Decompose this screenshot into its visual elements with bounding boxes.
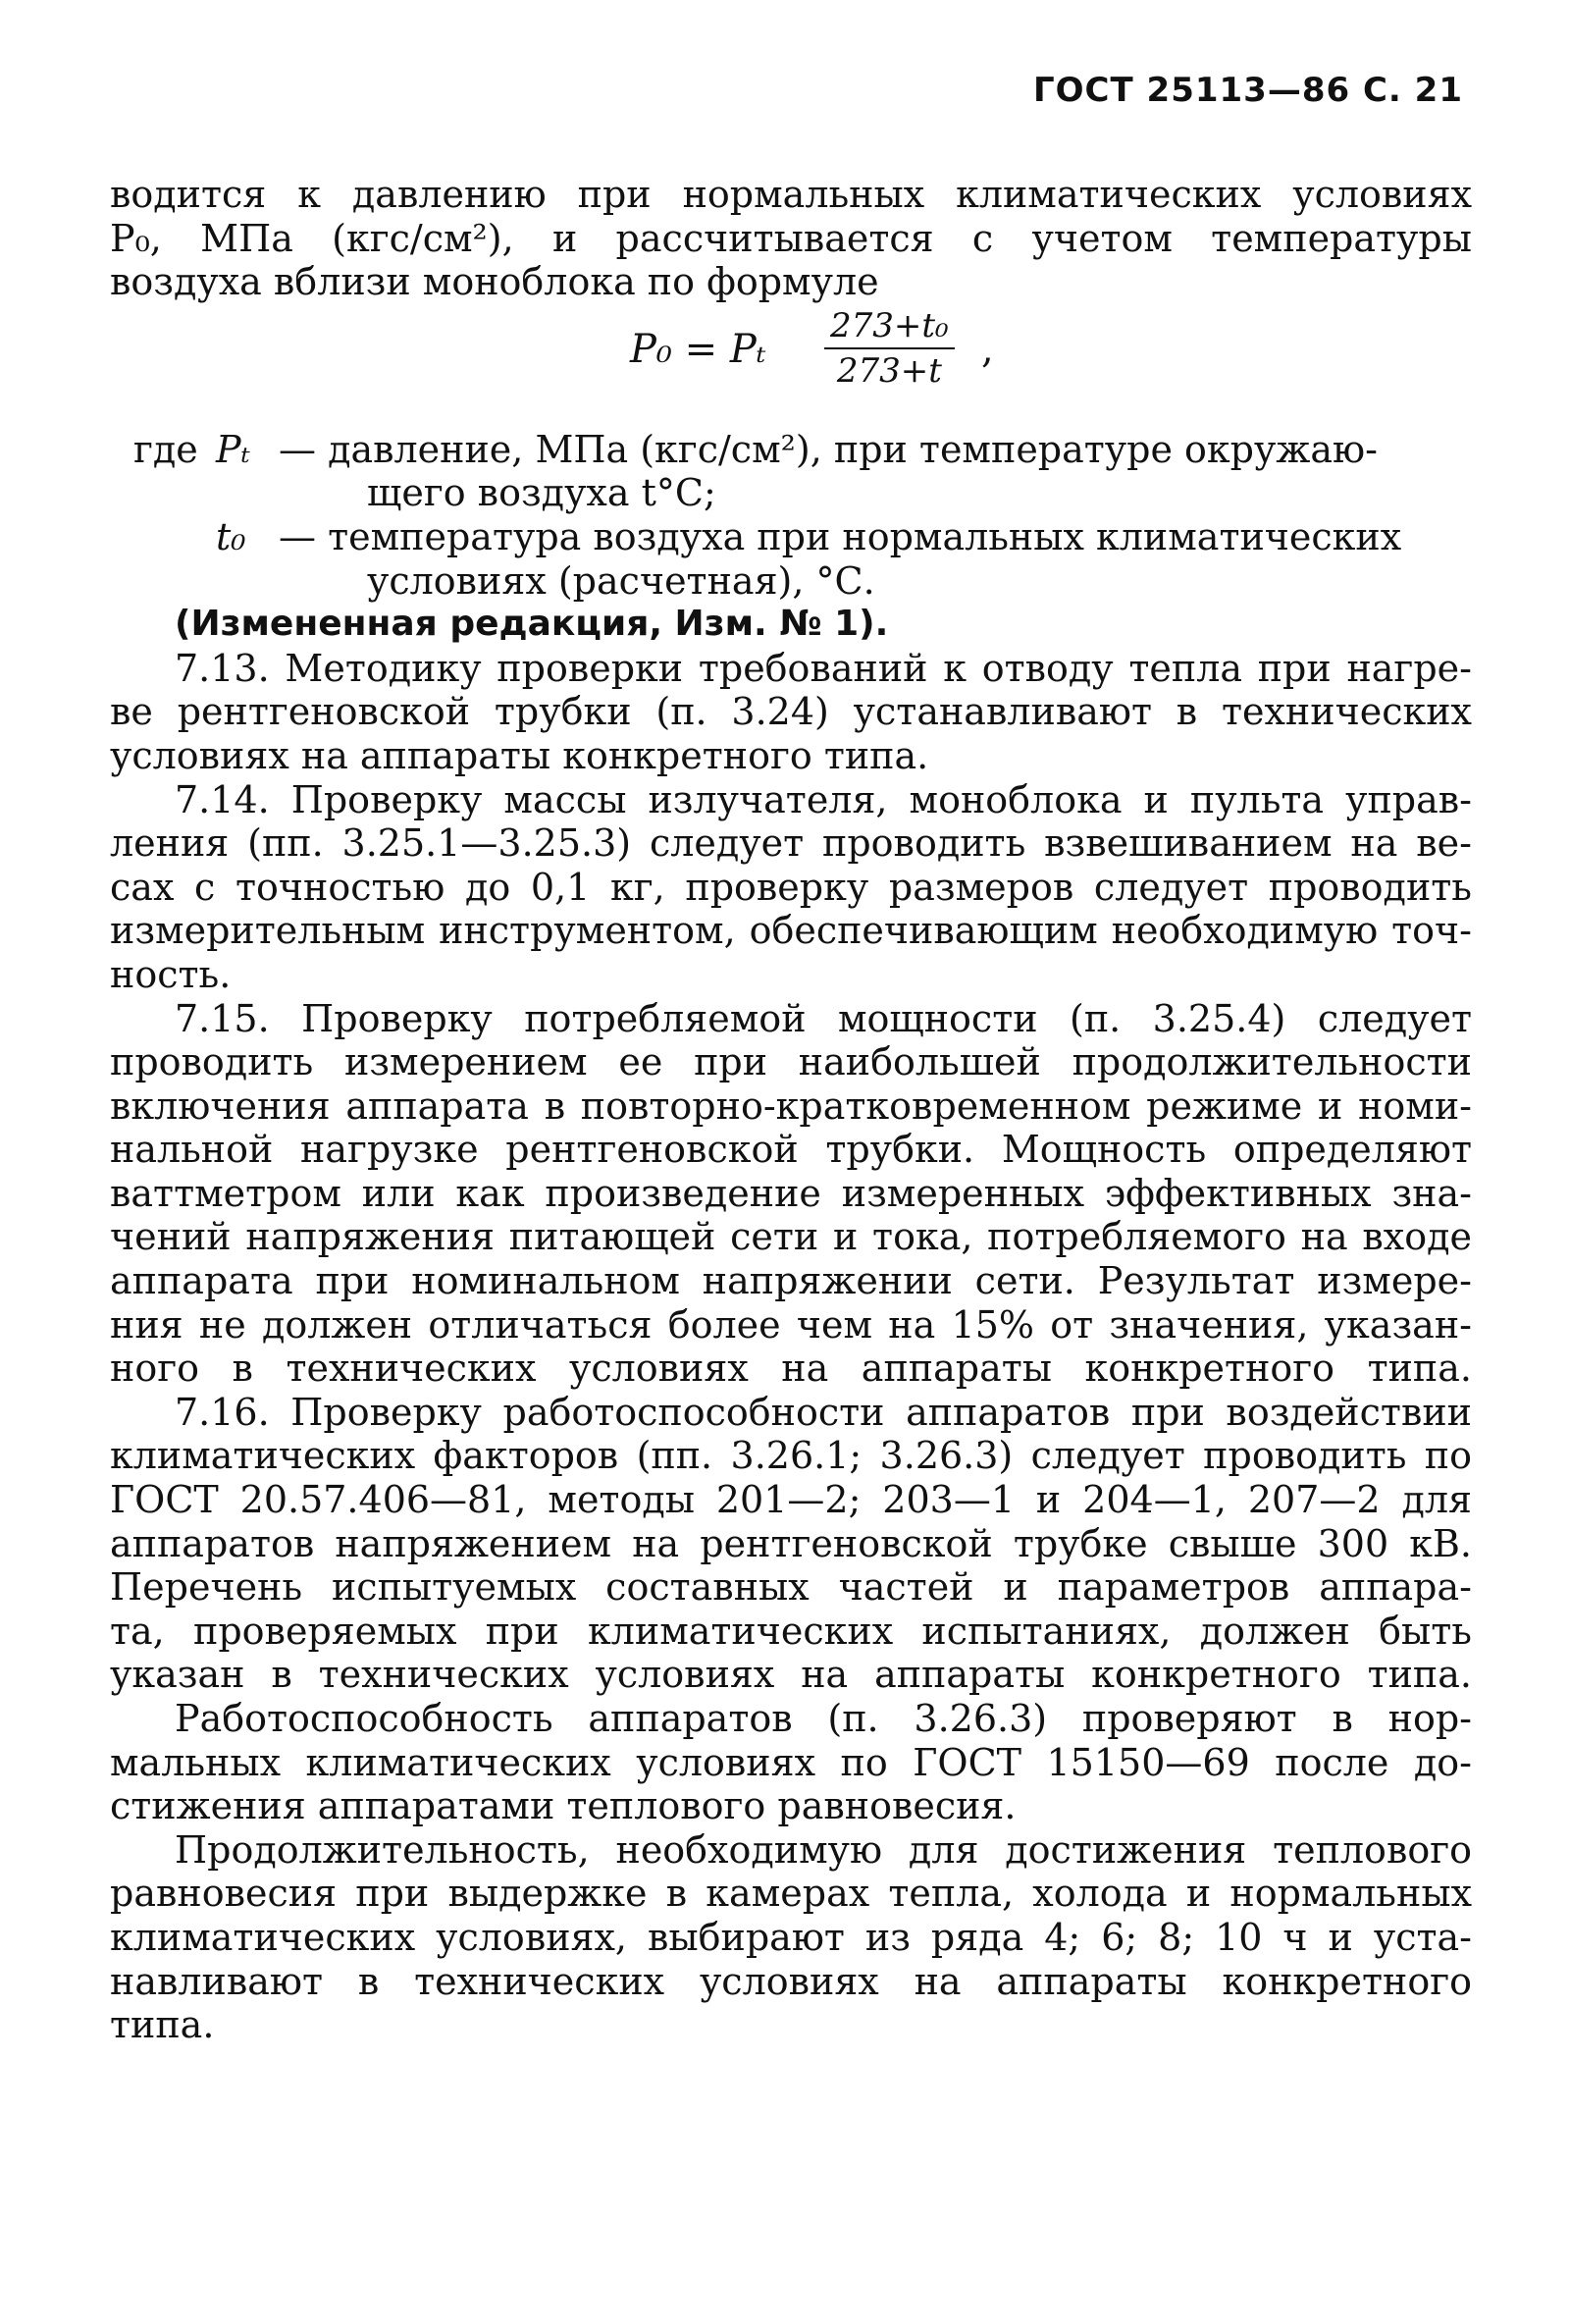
text-line: ГОСТ 20.57.406—81, методы 201—2; 203—1 и 204—1, 207—2 для xyxy=(110,1478,1472,1522)
change-note: (Измененная редакция, Изм. № 1). xyxy=(175,604,889,645)
document-body xyxy=(110,173,1472,2047)
where-item-pt xyxy=(110,428,1472,515)
text-line: ве рентгеновской трубки (п. 3.24) устанавливают в технических xyxy=(110,690,1472,734)
text-line: типа. xyxy=(110,2003,215,2047)
text-line: ления (пп. 3.25.1—3.25.3) следует проводить взвешиванием на ве- xyxy=(110,821,1472,866)
pressure-formula xyxy=(110,306,1472,424)
where-text: щего воздуха t°C; xyxy=(367,471,716,515)
where-symbol: Pₜ xyxy=(216,427,250,471)
where-text: условиях (расчетная), °С. xyxy=(367,558,875,603)
text-line: та, проверяемых при климатических испытаниях, должен быть xyxy=(110,1609,1472,1653)
text-line: Работоспособность аппаратов (п. 3.26.3) проверяют в нор- xyxy=(175,1697,1472,1740)
text-line: P₀, МПа (кгс/см²), и рассчитывается с учетом температуры xyxy=(110,216,1472,260)
text-line: водится к давлению при нормальных климатических условиях xyxy=(110,173,1472,216)
text-line: климатических факторов (пп. 3.26.1; 3.26.3) следует проводить по xyxy=(110,1434,1472,1478)
text-line: измерительным инструментом, обеспечивающим необходимую точ- xyxy=(110,909,1472,953)
text-line: аппаратов напряжением на рентгеновской трубке свыше 300 кВ. xyxy=(110,1521,1472,1565)
text-line: стижения аппаратами теплового равновесия. xyxy=(110,1784,1017,1828)
text-line: Перечень испытуемых составных частей и параметров аппара- xyxy=(110,1565,1472,1610)
where-block xyxy=(110,428,1472,603)
where-symbol: t₀ xyxy=(216,514,246,558)
text-line: аппарата при номинальном напряжении сети. Результат измере- xyxy=(110,1259,1472,1303)
formula-denominator: 273+t xyxy=(836,350,942,391)
text-line: мальных климатических условиях по ГОСТ 15150—69 после до- xyxy=(110,1740,1472,1784)
text-line: сах с точностью до 0,1 кг, проверку размеров следует проводить xyxy=(110,865,1472,909)
paragraph-7-13 xyxy=(110,647,1472,778)
paragraph-performance xyxy=(110,1697,1472,1828)
text-line: 7.15. Проверку потребляемой мощности (п. 3.25.4) следует xyxy=(175,996,1472,1040)
text-line: ния не должен отличаться более чем на 15% от значения, указан- xyxy=(110,1302,1472,1347)
paragraph-7-15 xyxy=(110,997,1472,1391)
text-line: климатических условиях, выбирают из ряда 4; 6; 8; 10 ч и уста- xyxy=(110,1915,1472,1959)
where-text: — давление, МПа (кгс/см²), при температуре окружаю- xyxy=(279,427,1378,471)
formula-fraction xyxy=(824,304,955,393)
page-header: ГОСТ 25113—86 С. 21 xyxy=(1032,71,1463,110)
text-line: нальной нагрузке рентгеновской трубки. Мощность определяют xyxy=(110,1128,1472,1172)
formula-lhs: P₀ = Pₜ xyxy=(630,326,766,372)
paragraph-duration xyxy=(110,1828,1472,2047)
where-text: — температура воздуха при нормальных климатических xyxy=(279,514,1402,558)
text-line: чений напряжения питающей сети и тока, потребляемого на входе xyxy=(110,1215,1472,1259)
text-line: указан в технических условиях на аппараты конкретного типа. xyxy=(110,1653,1472,1697)
text-line: проводить измерением ее при наибольшей продолжительности xyxy=(110,1040,1472,1084)
text-line: включения аппарата в повторно-кратковременном режиме и номи- xyxy=(110,1083,1472,1128)
text-line: ного в технических условиях на аппараты конкретного типа. xyxy=(110,1347,1472,1391)
intro-paragraph xyxy=(110,173,1472,304)
paragraph-7-16 xyxy=(110,1391,1472,1697)
text-line: 7.16. Проверку работоспособности аппаратов при воздействии xyxy=(175,1390,1472,1434)
text-line: ваттметром или как произведение измеренных эффективных зна- xyxy=(110,1171,1472,1215)
where-label: где xyxy=(133,427,198,471)
text-line: 7.13. Методику проверки требований к отводу тепла при нагре- xyxy=(175,646,1472,690)
where-item-t0 xyxy=(110,515,1472,603)
text-line: условиях на аппараты конкретного типа. xyxy=(110,733,929,777)
text-line: 7.14. Проверку массы излучателя, моноблока и пульта управ- xyxy=(175,777,1472,821)
text-line: Продолжительность, необходимую для достижения теплового xyxy=(175,1827,1472,1872)
formula-tail: , xyxy=(981,326,994,372)
paragraph-7-14 xyxy=(110,778,1472,997)
text-line: равновесия при выдержке в камерах тепла, холода и нормальных xyxy=(110,1872,1472,1916)
text-line: навливают в технических условиях на аппараты конкретного xyxy=(110,1959,1472,2003)
text-line: воздуха вблизи моноблока по формуле xyxy=(110,260,879,304)
text-line: ность. xyxy=(110,952,232,996)
formula-numerator: 273+t₀ xyxy=(824,304,955,349)
